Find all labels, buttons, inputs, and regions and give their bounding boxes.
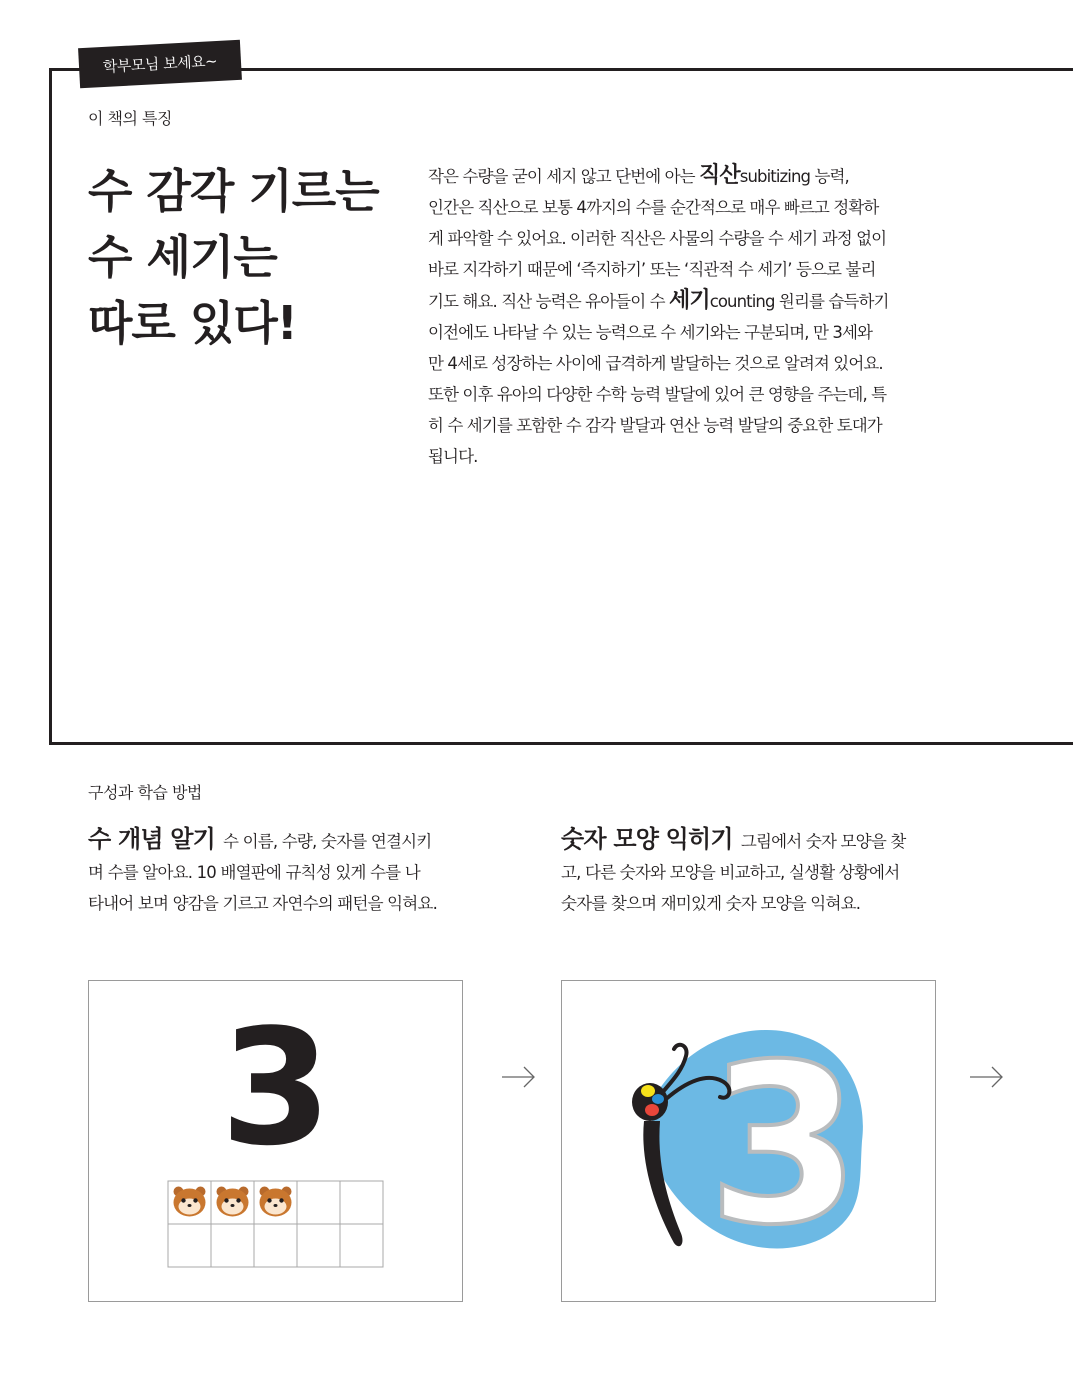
headline — [88, 158, 408, 356]
text-line: 고, 다른 숫자와 모양을 비교하고, 실생활 상황에서 — [561, 863, 900, 882]
section-label-structure: 구성과 학습 방법 — [88, 783, 202, 802]
text-line: 만 4세로 성장하는 사이에 급격하게 발달하는 것으로 알려져 있어요. — [428, 354, 883, 373]
text-line: 타내어 보며 양감을 기르고 자연수의 패턴을 익혀요. — [88, 894, 438, 913]
card2-illustration — [562, 981, 935, 1301]
text-line: 인간은 직산으로 보통 4까지의 수를 순간적으로 매우 빠르고 정확하 — [428, 198, 879, 217]
headline-line: 수 세기는 — [88, 230, 277, 284]
text-line: 이전에도 나타날 수 있는 능력으로 수 세기와는 구분되며, 만 3세와 — [428, 323, 873, 342]
digit-three-outline: 3 — [707, 1017, 861, 1273]
digit-three: 3 — [220, 994, 332, 1181]
ten-frame-cell — [297, 1224, 340, 1267]
text-span: 작은 수량을 굳이 세지 않고 단번에 아는 — [428, 167, 700, 186]
headline-line: 따로 있다! — [88, 296, 297, 350]
feature-number-concept — [88, 824, 478, 919]
feature-number-shape — [561, 824, 951, 919]
ten-frame-cell — [340, 1181, 383, 1224]
card1-illustration — [89, 981, 462, 1301]
hamster-icon — [217, 1187, 249, 1217]
headline-line: 수 감각 기르는 — [88, 164, 379, 218]
feature-title: 수 개념 알기 — [88, 825, 216, 853]
ten-frame — [168, 1181, 383, 1267]
arrow-right-icon — [500, 1062, 538, 1092]
ten-frame-cell — [168, 1224, 211, 1267]
text-line: 게 파악할 수 있어요. 이러한 직산은 사물의 수량을 수 세기 과정 없이 — [428, 229, 887, 248]
text-span: subitizing 능력, — [739, 167, 849, 186]
term-subitizing: 직산 — [699, 163, 740, 188]
card-number-concept — [88, 980, 463, 1302]
ten-frame-cell — [254, 1224, 297, 1267]
text-line: 숫자를 찾으며 재미있게 숫자 모양을 익혀요. — [561, 894, 861, 913]
parent-tag: 학부모님 보세요~ — [78, 40, 242, 88]
description-paragraph — [428, 160, 948, 472]
term-counting: 세기 — [668, 288, 710, 313]
hamster-icon — [174, 1187, 206, 1217]
ten-frame-cell — [211, 1224, 254, 1267]
card-number-shape — [561, 980, 936, 1302]
hamster-icon — [260, 1187, 292, 1217]
text-span: counting 원리를 습득하기 — [709, 292, 889, 311]
text-span: 수 이름, 수량, 숫자를 연결시키 — [223, 832, 432, 851]
feature-title: 숫자 모양 익히기 — [561, 825, 733, 853]
ten-frame-cell — [297, 1181, 340, 1224]
section-label-features: 이 책의 특징 — [88, 109, 172, 128]
text-line: 또한 이후 유아의 다양한 수학 능력 발달에 있어 큰 영향을 주는데, 특 — [428, 385, 887, 404]
text-span: 그림에서 숫자 모양을 찾 — [740, 832, 906, 851]
text-span: 기도 해요. 직산 능력은 유아들이 수 — [428, 292, 669, 311]
arrow-right-icon — [968, 1062, 1006, 1092]
text-line: 됩니다. — [428, 447, 478, 466]
text-line: 며 수를 알아요. 10 배열판에 규칙성 있게 수를 나 — [88, 863, 420, 882]
text-line: 바로 지각하기 때문에 ‘즉지하기’ 또는 ‘직관적 수 세기’ 등으로 불리 — [428, 260, 876, 279]
text-line: 히 수 세기를 포함한 수 감각 발달과 연산 능력 발달의 중요한 토대가 — [428, 416, 882, 435]
ten-frame-cell — [340, 1224, 383, 1267]
